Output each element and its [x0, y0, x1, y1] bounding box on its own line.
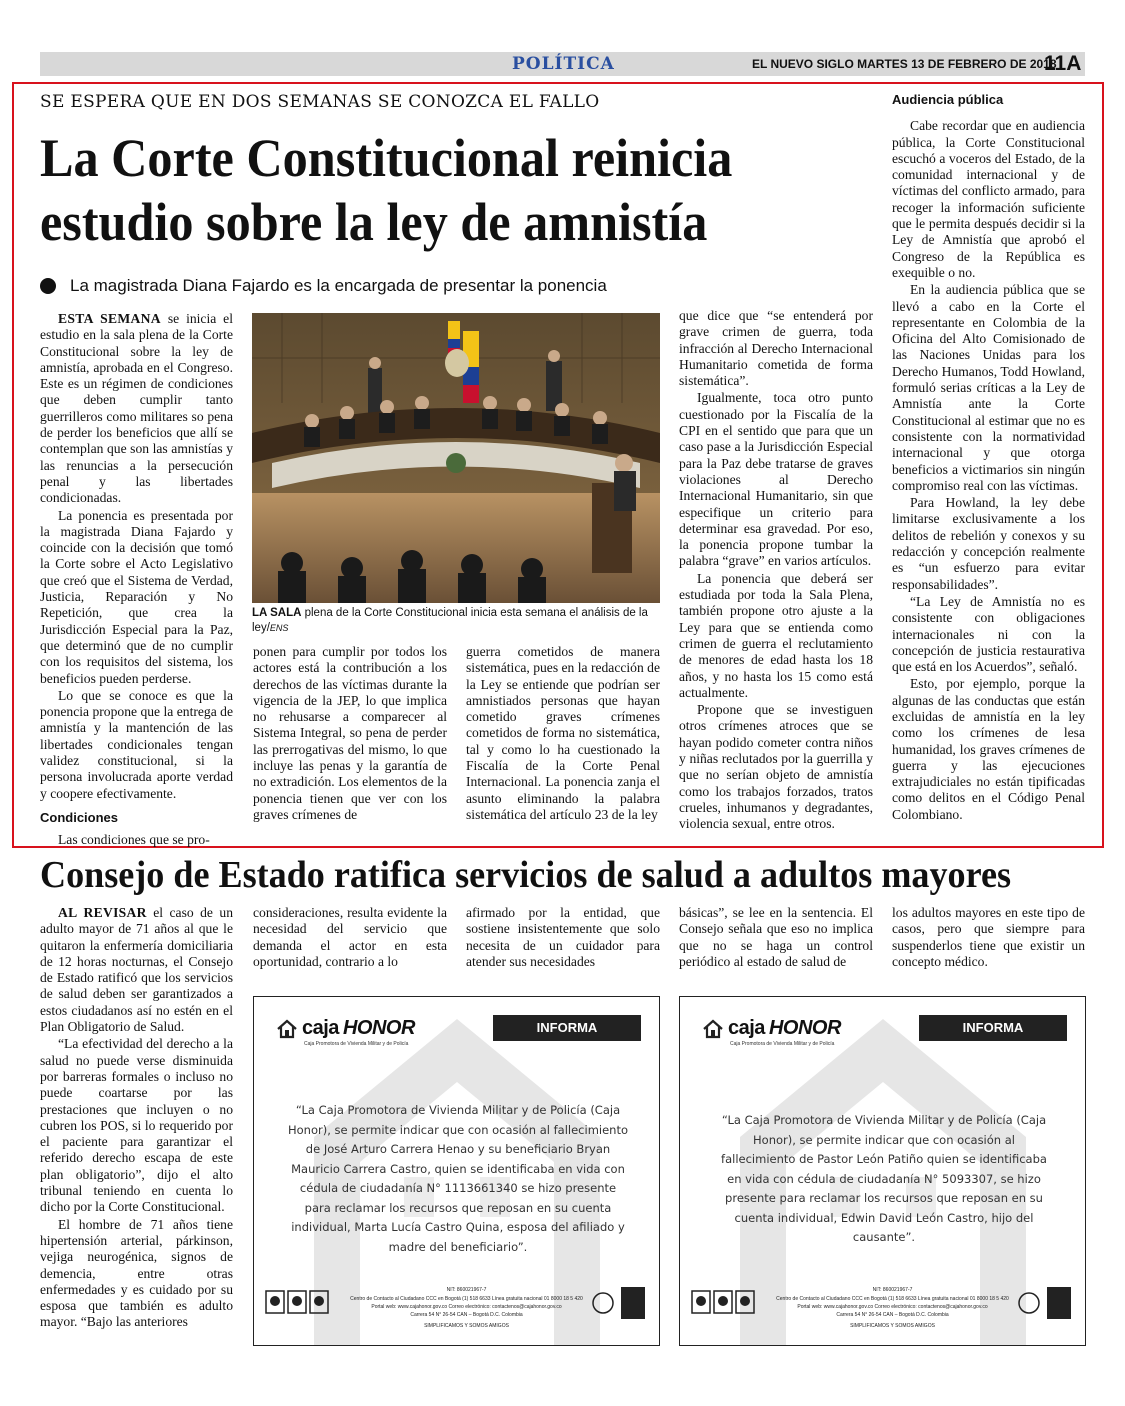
brand-honor: HONOR	[342, 1017, 415, 1039]
notice-footer	[680, 1279, 1085, 1337]
caption-lead: LA SALA	[252, 607, 302, 619]
article1-column-4	[679, 308, 873, 834]
notice-text: “La Caja Promotora de Vivienda Militar y de Policía (Caja Honor), se permite indicar que con ocasión al fallecimiento de José Arturo Carrera Henao y su beneficiario Bryan Mauricio Carrera Castro, quien se identificaba en vida con cédula de ciudadanía N° 1113661340 se hizo presente para reclamar los recursos que reposan en su cuenta individual, Marta Lucía Castro Quina, esposa del afiliado y madre del beneficiario”.	[288, 1103, 629, 1254]
footer-line-3: Carrera 54 N° 26-54 CAN – Bogotá D.C. Colombia	[410, 1312, 523, 1318]
subheading: Condiciones	[40, 809, 119, 825]
paragraph: afirmado por la entidad, que sostiene insistentemente que solo necesita de un cuidador para atender sus necesidades	[466, 905, 660, 969]
paragraph: guerra cometidos de manera sistemática, pues en la redacción de la Ley se entiende que podrían ser amnistiados personas que hayan cometido graves crímenes cometidos de forma no sistemática, tal y como lo ha cuestionado la Fiscalía de la Corte Penal Internacional. La ponencia zanja el asunto eliminando la palabra sistemática del artículo 23 de la ley	[466, 644, 661, 822]
lead-text: La magistrada Diana Fajardo es la encargada de presentar la ponencia	[70, 276, 607, 295]
article2-column-4	[679, 905, 873, 971]
footer-line-1: Centro de Contacto al Ciudadano CCC en Bogotá (1) 518 6633 Línea gratuita nacional 01 8000 18 5 420	[350, 1296, 583, 1302]
caja-honor-logo	[702, 1017, 841, 1047]
caja-honor-logo	[276, 1017, 415, 1047]
dropcap-text: ESTA SEMANA	[58, 311, 161, 326]
footer-line-4: SIMPLIFICAMOS Y SOMOS AMIGOS	[424, 1323, 509, 1329]
paragraph: que dice que “se entenderá por grave crimen de guerra, toda infracción al Derecho Internacional Humanitario cometida de forma sistemática”.	[679, 308, 873, 389]
headline-line-1: La Corte Constitucional reinicia	[40, 128, 733, 188]
footer-line-3: Carrera 54 N° 26-54 CAN – Bogotá D.C. Colombia	[836, 1312, 949, 1318]
certification-seals-icon	[690, 1287, 760, 1321]
brand-caja: caja	[728, 1017, 765, 1039]
article1-column-5	[892, 92, 1085, 824]
caja-honor-notice-2	[679, 996, 1086, 1346]
paragraph: En la audiencia pública que se llevó a cabo en la Corte el representante en Colombia de la Oficina del Alto Comisionado de las Naciones Unidas para los Derecho Humanos, Todd Howland, formuló serias críticas a la Ley de Amnistía ante la Corte Constitucional al estimar que no es consistente con la normatividad internacional y que otorga beneficios a victimarios sin ningún compromiso real con las víctimas.	[892, 282, 1085, 493]
house-logo-icon	[702, 1019, 724, 1039]
house-logo-icon	[276, 1019, 298, 1039]
ministry-seal-icon	[591, 1283, 647, 1323]
brand-caja: caja	[302, 1017, 339, 1039]
photo-credit: ENS	[269, 623, 289, 633]
footer-line-4: SIMPLIFICAMOS Y SOMOS AMIGOS	[850, 1323, 935, 1329]
paragraph: La ponencia es presentada por la magistrada Diana Fajardo y coincide con la decisión que tomó la Corte sobre el Acto Legislativo que creó que el Sistema de Verdad, Justicia, Reparación y No Repetición, que crea la Jurisdicción Especial para la Paz, que determinó que de no cumplir con los requisitos del sistema, los beneficios pueden perderse.	[40, 507, 233, 686]
article-lead	[40, 276, 607, 296]
paragraph: el caso de un adulto mayor de 71 años al que le quitaron la enfermería domiciliaria de 12 horas nocturnas, el Consejo de Estado ratificó que los servicios de salud deben ser garantizados a estos ciudadanos así no estén en el Plan Obligatorio de Salud.	[40, 905, 234, 1035]
article1-column-1	[40, 311, 233, 850]
paragraph: Esto, por ejemplo, porque la algunas de las conductas que están excluidas de amnistía en la ley como los crímenes de lesa humanidad, los graves crímenes de guerra y las ejecuciones extrajudiciales no están tipificadas como delitos en el Código Penal Colombiano.	[892, 676, 1085, 822]
paragraph: Las condiciones que se pro-	[58, 832, 210, 848]
article2-column-5	[892, 905, 1085, 971]
paragraph: Lo que se conoce es que la ponencia propone que la entrega de amnistía y la mantención de las libertades condicionales tengan validez constitucional, si la persona involucrada aporte verdad y coopere efectivamente.	[40, 687, 233, 801]
certification-seals-icon	[264, 1287, 334, 1321]
page-number: 11A	[1044, 52, 1082, 75]
informa-badge: INFORMA	[493, 1015, 641, 1041]
paragraph: consideraciones, resulta evidente la necesidad del servicio que demanda el actor en esta oportunidad, contrario a lo	[253, 905, 447, 969]
paragraph: La ponencia que deberá ser estudiada por toda la Sala Plena, también propone otro ajuste a la Ley para que se entienda como crimen de guerra el reclutamiento de menores de edad hasta los 18 años, y no hasta los 15 como está actualmente.	[679, 570, 873, 700]
brand-tagline: Caja Promotora de Vivienda Militar y de Policía	[304, 1041, 409, 1047]
photo-caption	[252, 606, 660, 636]
ministry-seal-icon	[1017, 1283, 1073, 1323]
paragraph: Cabe recordar que en audiencia pública, la Corte Constitucional escuchó a voceros del Estado, de la comunidad internacional y de víctimas del conflicto armado, para recoger la información suficiente que le permita después decidir si la Ley de Amnistía que aprobó el Congreso de la República es exequible o no.	[892, 118, 1085, 280]
dropcap-text: AL REVISAR	[58, 905, 147, 920]
paragraph: se inicia el estudio en la sala plena de la Corte Constitucional sobre la ley de amnistía, aprobada en el Congreso. Este es un régimen de condiciones que deben cumplir tanto guerrilleros como militares so pena de perder los beneficios que allí se contemplan que son las amnistías y las renuncias a la persecución penal y las libertades condicionadas.	[40, 311, 233, 506]
footer-line-2: Portal web: www.cajahonor.gov.co Correo electrónico: contactenos@cajahonor.gov.co	[371, 1304, 562, 1310]
paragraph: Propone que se investiguen otros crímenes atroces que se hayan podido cometer contra niños y niñas reclutados por la guerrilla y que no serían objeto de amnistía como los trabajos forzados, tratos crueles, inhumanos y degradantes, violencia sexual, entre otros.	[679, 702, 873, 832]
paragraph: ponen para cumplir por todos los actores está la contribución a los derechos de las víctimas durante la vigencia de la JEP, lo que implica no rehusarse a comparecer al Sistema Integral, so pena de perder las prerrogativas del mismo, lo que incluye las penas y la garantía de no extradición. Los elementos de la ponencia tienen que ver con los graves crímenes de	[253, 644, 447, 822]
article2-column-3	[466, 905, 660, 971]
paragraph: básicas”, se lee en la sentencia. El Consejo señala que eso no implica que no se haga un control periódico al estado de salud de	[679, 905, 873, 969]
paragraph: los adultos mayores en este tipo de casos, pero que siempre para suspenderlos tiene que existir un concepto médico.	[892, 905, 1085, 969]
paragraph: El hombre de 71 años tiene hipertensión arterial, párkinson, vejiga neurogénica, signos de demencia, entre otras enfermedades y es cuidado por su esposa que también es adulto mayor. “Bajo las anteriores	[40, 1216, 233, 1330]
footer-line-1: Centro de Contacto al Ciudadano CCC en Bogotá (1) 518 6633 Línea gratuita nacional 01 8000 18 5 420	[776, 1296, 1009, 1302]
footer-line-2: Portal web: www.cajahonor.gov.co Correo electrónico: contactenos@cajahonor.gov.co	[797, 1304, 988, 1310]
headline-line-2: estudio sobre la ley de amnistía	[40, 192, 708, 252]
photo-illustration	[252, 313, 660, 603]
informa-badge: INFORMA	[919, 1015, 1067, 1041]
bullet-icon	[40, 278, 56, 294]
brand-tagline: Caja Promotora de Vivienda Militar y de Policía	[730, 1041, 835, 1047]
paragraph: “La Ley de Amnistía no es consistente con obligaciones internacionales ni con la concepción de justicia restaurativa que está en los Acuerdos”, señaló.	[892, 593, 1085, 675]
masthead-date: EL NUEVO SIGLO MARTES 13 DE FEBRERO DE 2018	[752, 57, 1057, 71]
footer-nit: NIT: 860021967-7	[446, 1287, 487, 1293]
article2-column-1	[40, 905, 233, 1332]
subheading: Audiencia pública	[892, 92, 1004, 107]
paragraph: “La efectividad del derecho a la salud no puede verse disminuida por barreras formales o incluso no puede coartarse por las prestaciones que incluyen o no cubren los POS, si lo requerido por el paciente para garantizar el referido derecho escapa de este plan obligatorio”, dijo el alto tribunal teniendo en cuenta lo dicho por la Corte Constitucional.	[40, 1036, 233, 1215]
article-kicker: SE ESPERA QUE EN DOS SEMANAS SE CONOZCA EL FALLO	[40, 92, 600, 112]
article-headline	[40, 126, 803, 254]
section-label: POLÍTICA	[512, 54, 615, 74]
notice-text: “La Caja Promotora de Vivienda Militar y de Policía (Caja Honor), se permite indicar que con ocasión al fallecimiento de Pastor León Patiño quien se identificaba en vida con cédula de ciudadanía N° 5093307, se hizo presente para reclamar los recursos que reposan en su cuenta individual, Edwin David León Castro, hijo del causante”.	[721, 1113, 1047, 1244]
article2-column-2	[253, 905, 447, 971]
caption-text: plena de la Corte Constitucional inicia esta semana el análisis de la ley/	[252, 607, 648, 634]
article1-column-2	[253, 644, 447, 824]
notice-footer	[254, 1279, 659, 1337]
paragraph: Para Howland, la ley debe limitarse exclusivamente a los delitos de rebelión y conexos y su redacción y concepción realmente es “un esfuerzo para evitar responsabilidades”.	[892, 495, 1085, 592]
caja-honor-notice-1	[253, 996, 660, 1346]
court-session-photo	[252, 313, 660, 603]
brand-honor: HONOR	[768, 1017, 841, 1039]
paragraph: Igualmente, toca otro punto cuestionado por la Fiscalía de la CPI en el sentido que para que un caso pase a la Jurisdicción Especial para la Paz debe tratarse de graves violaciones al Derecho Internacional Humanitario, sin que especifique un criterio para determinar esa gravedad. Por eso, la ponencia propone tumbar la palabra “grave” en varios artículos.	[679, 390, 873, 569]
article2-headline: Consejo de Estado ratifica servicios de salud a adultos mayores	[40, 854, 1012, 896]
article1-column-3	[466, 644, 660, 824]
footer-nit: NIT: 860021967-7	[872, 1287, 913, 1293]
